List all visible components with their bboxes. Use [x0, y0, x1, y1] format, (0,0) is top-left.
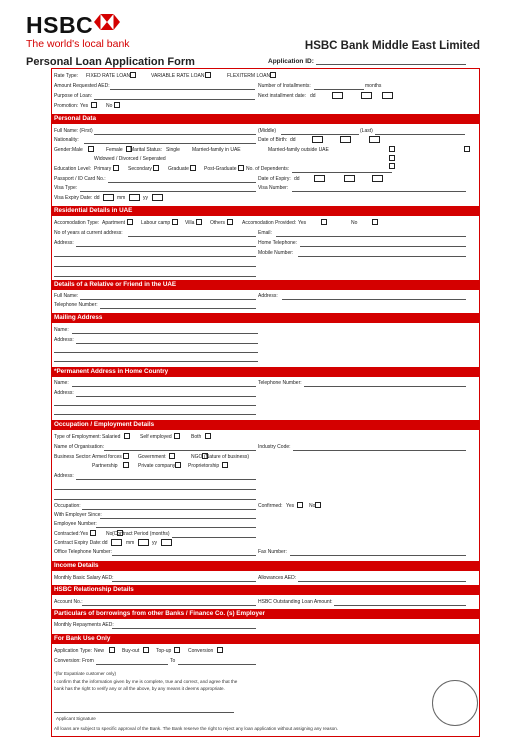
years-at-address-field[interactable] [128, 236, 256, 237]
male-label: Male [72, 147, 83, 153]
flexiterm-checkbox[interactable] [270, 72, 276, 78]
married-uae-checkbox[interactable] [464, 146, 470, 152]
bank-use-header: For Bank Use Only [51, 634, 479, 644]
married-out-label: Married-family outside UAE [268, 147, 329, 153]
visa-expiry-yy-label: yy [143, 195, 148, 201]
fixed-rate-label: FIXED RATE LOAN [86, 73, 131, 79]
relative-name-label: Full Name: [54, 293, 79, 299]
signature-label: Applicant Signature [56, 716, 96, 721]
married-uae-label: Married-family in UAE [192, 147, 241, 153]
promotion-yes-checkbox[interactable] [91, 102, 97, 108]
contract-dd-box[interactable] [111, 539, 122, 546]
conversion-to-label: To [170, 658, 176, 664]
repayments-label: Monthly Repayments AED: [54, 622, 114, 628]
occupation-label: Occupation: [54, 503, 81, 509]
rate-type-label: Rate Type: [54, 73, 79, 79]
residential-header: Residential Details in UAE [51, 206, 479, 216]
female-label: Female [106, 147, 123, 153]
repayments-field[interactable] [112, 628, 256, 629]
dependents-field[interactable] [292, 172, 392, 173]
contract-dd-label: dd [102, 540, 108, 546]
provided-yes-label: Yes [298, 220, 307, 226]
self-employed-checkbox[interactable] [174, 433, 180, 439]
buyout-checkbox[interactable] [143, 647, 149, 653]
signature-field[interactable] [54, 712, 234, 713]
installments-field[interactable] [314, 89, 364, 90]
bank-stamp-circle [432, 680, 478, 726]
disclaimer-text: All loans are subject to specific approval of the Bank. The Bank reserve the right to reject any loan application without assigning any reason. [54, 726, 339, 731]
government-checkbox[interactable] [169, 453, 175, 459]
visa-type-field[interactable] [80, 191, 256, 192]
others-label: Others [210, 220, 226, 226]
residential-address-line-4[interactable] [54, 276, 256, 277]
next-date-label: Next installment date: [258, 93, 307, 99]
months-label: months [365, 83, 382, 89]
passport-field[interactable] [108, 182, 256, 183]
next-date-box-2[interactable] [361, 92, 372, 99]
permanent-address-line-1[interactable] [76, 396, 256, 397]
variable-rate-checkbox[interactable] [205, 72, 211, 78]
visa-number-field[interactable] [292, 191, 466, 192]
first-name-field[interactable] [94, 134, 256, 135]
relationship-header: HSBC Relationship Details [51, 585, 479, 595]
both-checkbox[interactable] [205, 433, 211, 439]
relative-address-label: Address: [258, 293, 278, 299]
confirmed-label: Confirmed: [258, 503, 283, 509]
labour-camp-label: Labour camp [141, 220, 171, 226]
armed-forces-label: Armed forces [92, 454, 122, 460]
post-graduate-label: Post-Graduate [204, 166, 237, 172]
conversion-checkbox[interactable] [217, 647, 223, 653]
occupation-field[interactable] [82, 509, 256, 510]
visa-type-label: Visa Type: [54, 185, 78, 191]
dependents-label: No. of Dependents: [246, 166, 290, 172]
visa-expiry-dd-label: dd [94, 195, 100, 201]
business-sector-label: Business Sector: [54, 454, 92, 460]
buyout-label: Buy-out [122, 648, 140, 654]
dob-dd-label: dd [290, 137, 296, 143]
variable-rate-label: VARIABLE RATE LOAN [151, 73, 205, 79]
salary-field[interactable] [112, 581, 256, 582]
single-label: Single [166, 147, 180, 153]
promotion-no-label: No [106, 103, 113, 109]
mailing-address-label: Address: [54, 337, 74, 343]
visa-expiry-yy-box[interactable] [152, 194, 163, 201]
expiry-dd-label: dd [294, 176, 300, 182]
education-label: Education Level: [54, 166, 91, 172]
account-number-field[interactable] [82, 605, 256, 606]
email-field[interactable] [276, 236, 466, 237]
nationality-label: Nationality: [54, 137, 79, 143]
tagline: The world's local bank [26, 38, 130, 50]
conversion-label: Conversion [188, 648, 214, 654]
visa-expiry-dd-box[interactable] [103, 194, 114, 201]
single-checkbox[interactable] [389, 146, 395, 152]
primary-label: Primary [94, 166, 112, 172]
home-telephone-label: Home Telephone: [258, 240, 298, 246]
outstanding-loan-label: HSBC Outstanding Loan Amount: [258, 599, 333, 605]
mailing-address-line-1[interactable] [76, 343, 258, 344]
nature-label: (Nature of business) [204, 454, 250, 460]
permanent-name-field[interactable] [72, 386, 256, 387]
employment-type-label: Type of Employment: [54, 434, 101, 440]
visa-expiry-label: Visa Expiry Date: [54, 195, 93, 201]
post-graduate-checkbox[interactable] [238, 165, 244, 171]
full-name-label: Full Name: (First) [54, 128, 93, 134]
next-date-box-1[interactable] [332, 92, 343, 99]
application-id-label: Application ID: [268, 58, 314, 65]
permanent-telephone-label: Telephone Number: [258, 380, 302, 386]
mailing-address-line-3[interactable] [54, 361, 258, 362]
contract-expiry-label: Contract Expiry Date: [54, 540, 102, 546]
ngo-label: NGO [191, 454, 203, 460]
relative-address-field[interactable] [282, 299, 466, 300]
office-telephone-field[interactable] [112, 555, 256, 556]
email-label: Email: [258, 230, 272, 236]
permanent-address-line-3[interactable] [54, 414, 256, 415]
contracted-yes-checkbox[interactable] [90, 530, 96, 536]
allowances-field[interactable] [298, 581, 466, 582]
application-type-label: Application Type: [54, 648, 92, 654]
employee-number-field[interactable] [96, 527, 256, 528]
contracted-no-label: No [106, 531, 113, 537]
organisation-field[interactable] [104, 450, 256, 451]
residential-address-line-3[interactable] [54, 266, 256, 267]
conversion-from-label: Conversion: From [54, 658, 94, 664]
middle-label: (Middle) [258, 128, 277, 134]
relative-header: Details of a Relative or Friend in the UAE [51, 280, 479, 290]
organisation-label: Name of Organisation: [54, 444, 105, 450]
graduate-checkbox[interactable] [190, 165, 196, 171]
residential-address-line-2[interactable] [54, 256, 256, 257]
visa-expiry-mm-box[interactable] [129, 194, 140, 201]
permanent-address-label: Address: [54, 390, 74, 396]
accommodation-label: Accomodation Type: [54, 220, 100, 226]
graduate-label: Graduate [168, 166, 189, 172]
fax-field[interactable] [290, 555, 466, 556]
mailing-name-label: Name: [54, 327, 69, 333]
installments-label: Number of Installments: [258, 83, 311, 89]
conversion-from-field[interactable] [96, 664, 168, 665]
gender-label: Gender: [54, 147, 73, 153]
both-label: Both [191, 434, 202, 440]
hsbc-logo: HSBC [26, 12, 94, 38]
partnership-checkbox[interactable] [123, 462, 129, 468]
contracted-label: Contracted: [54, 531, 80, 537]
occupation-header: Occupation / Employment Details [51, 420, 479, 430]
next-date-dd-label: dd [310, 93, 316, 99]
married-out-checkbox[interactable] [389, 155, 395, 161]
relative-name-field[interactable] [80, 299, 256, 300]
account-number-label: Account No.: [54, 599, 83, 605]
permanent-header: *Permanent Address in Home Country [51, 367, 479, 377]
mobile-field[interactable] [298, 256, 466, 257]
expiry-box-2[interactable] [344, 175, 355, 182]
flexiterm-label: FLEXITERM LOAN [227, 73, 271, 79]
marital-label: Marital Status: [130, 147, 162, 153]
contract-period-field[interactable] [172, 537, 256, 538]
confirmed-yes-label: Yes [286, 503, 295, 509]
fax-label: Fax Number: [258, 549, 287, 555]
permanent-address-line-2[interactable] [54, 405, 256, 406]
salary-label: Monthly Basic Salary AED: [54, 575, 114, 581]
expiry-label: Date of Expiry: [258, 176, 291, 182]
years-at-address-label: No of years at current address: [54, 230, 123, 236]
mobile-label: Mobile Number: [258, 250, 294, 256]
employer-address-line-2[interactable] [54, 489, 256, 490]
bank-name: HSBC Bank Middle East Limited [304, 40, 480, 52]
outstanding-loan-field[interactable] [334, 605, 466, 606]
salaried-checkbox[interactable] [124, 433, 130, 439]
armed-forces-checkbox[interactable] [123, 453, 129, 459]
relative-telephone-label: Telephone Number: [54, 302, 98, 308]
dob-box-1[interactable] [312, 136, 323, 143]
application-id-field[interactable] [316, 64, 466, 65]
amount-field[interactable] [110, 89, 255, 90]
confirmation-text-2: bank has the right to verify any or all the above, by any means it deems appropriate. [54, 686, 225, 691]
confirmed-no-checkbox[interactable] [315, 502, 321, 508]
permanent-name-label: Name: [54, 380, 69, 386]
private-company-checkbox[interactable] [175, 462, 181, 468]
new-label: New [94, 648, 105, 654]
mailing-name-field[interactable] [72, 333, 258, 334]
permanent-telephone-field[interactable] [304, 386, 466, 387]
promotion-yes-label: Yes [80, 103, 89, 109]
male-checkbox[interactable] [88, 146, 94, 152]
widowed-label: Widowed / Divorced / Seperated [94, 156, 166, 162]
villa-checkbox[interactable] [196, 219, 202, 225]
partnership-label: Partnership [92, 463, 118, 469]
visa-expiry-mm-label: mm [117, 195, 126, 201]
government-label: Government [138, 454, 166, 460]
employer-address-line-1[interactable] [76, 479, 256, 480]
fixed-rate-checkbox[interactable] [130, 72, 136, 78]
accommodation-provided-label: Accomodation Provided: [242, 220, 297, 226]
hsbc-hexagon-icon [94, 14, 120, 30]
topup-checkbox[interactable] [174, 647, 180, 653]
primary-checkbox[interactable] [113, 165, 119, 171]
last-name-field[interactable] [375, 134, 465, 135]
allowances-label: Allowances AED: [258, 575, 297, 581]
purpose-field[interactable] [94, 99, 255, 100]
passport-label: Passport / ID Card No.: [54, 176, 106, 182]
employee-number-label: Employee Number: [54, 521, 97, 527]
residential-address-label: Address: [54, 240, 74, 246]
confirmed-yes-checkbox[interactable] [297, 502, 303, 508]
apartment-label: Apartment [102, 220, 126, 226]
personal-data-header: Personal Data [51, 114, 479, 124]
villa-label: Villa [185, 220, 195, 226]
topup-label: Top-up [156, 648, 172, 654]
confirmed-no-label: No [309, 503, 316, 509]
proprietorship-checkbox[interactable] [222, 462, 228, 468]
salaried-label: Salaried [102, 434, 121, 440]
employer-address-label: Address: [54, 473, 74, 479]
labour-camp-checkbox[interactable] [172, 219, 178, 225]
last-label: (Last) [360, 128, 373, 134]
apartment-checkbox[interactable] [127, 219, 133, 225]
industry-code-field[interactable] [293, 450, 466, 451]
expiry-box-1[interactable] [314, 175, 325, 182]
with-employer-field[interactable] [100, 518, 256, 519]
new-checkbox[interactable] [109, 647, 115, 653]
conversion-to-field[interactable] [178, 664, 256, 665]
residential-address-line-1[interactable] [76, 246, 256, 247]
contract-yy-label: yy [152, 540, 157, 546]
expatriate-note: *(for Expatriate customer only) [54, 671, 117, 676]
middle-name-field[interactable] [281, 134, 359, 135]
dob-box-3[interactable] [369, 136, 380, 143]
mailing-address-line-2[interactable] [54, 352, 258, 353]
provided-no-label: No [351, 220, 358, 226]
next-date-box-3[interactable] [382, 92, 393, 99]
contract-period-label: (Contract Period (months) [112, 531, 170, 537]
private-company-label: Private company [138, 463, 176, 469]
amount-label: Amount Requested AED: [54, 83, 110, 89]
visa-number-label: Visa Number: [258, 185, 289, 191]
home-telephone-field[interactable] [300, 246, 466, 247]
office-telephone-label: Office Telephone Number: [54, 549, 112, 555]
widowed-checkbox[interactable] [389, 163, 395, 169]
promotion-no-checkbox[interactable] [114, 102, 120, 108]
nationality-field[interactable] [84, 143, 256, 144]
industry-code-label: Industry Code: [258, 444, 291, 450]
contract-mm-box[interactable] [138, 539, 149, 546]
relative-telephone-field[interactable] [100, 308, 256, 309]
dob-box-2[interactable] [340, 136, 351, 143]
self-employed-label: Self employed [140, 434, 172, 440]
form-title: Personal Loan Application Form [26, 56, 195, 68]
purpose-label: Purpose of Loan: [54, 93, 93, 99]
provided-no-checkbox[interactable] [372, 219, 378, 225]
borrowings-header: Particulars of borrowings from other Banks / Finance Co. (s) Employer [51, 609, 479, 619]
provided-yes-checkbox[interactable] [321, 219, 327, 225]
secondary-label: Secondary [128, 166, 152, 172]
employer-address-line-3[interactable] [54, 499, 256, 500]
mailing-header: Mailing Address [51, 313, 479, 323]
confirmation-text-1: I confirm that the information given by me is complete, true and correct, and agree that the [54, 679, 238, 684]
dob-label: Date of Birth: [258, 137, 288, 143]
with-employer-label: With Employer Since: [54, 512, 102, 518]
others-checkbox[interactable] [227, 219, 233, 225]
secondary-checkbox[interactable] [153, 165, 159, 171]
contract-yy-box[interactable] [161, 539, 172, 546]
contract-mm-label: mm [126, 540, 135, 546]
contracted-yes-label: Yes [80, 531, 89, 537]
income-header: Income Details [51, 561, 479, 571]
proprietorship-label: Proprietorship [188, 463, 220, 469]
promotion-label: Promotion: [54, 103, 79, 109]
expiry-box-3[interactable] [372, 175, 383, 182]
